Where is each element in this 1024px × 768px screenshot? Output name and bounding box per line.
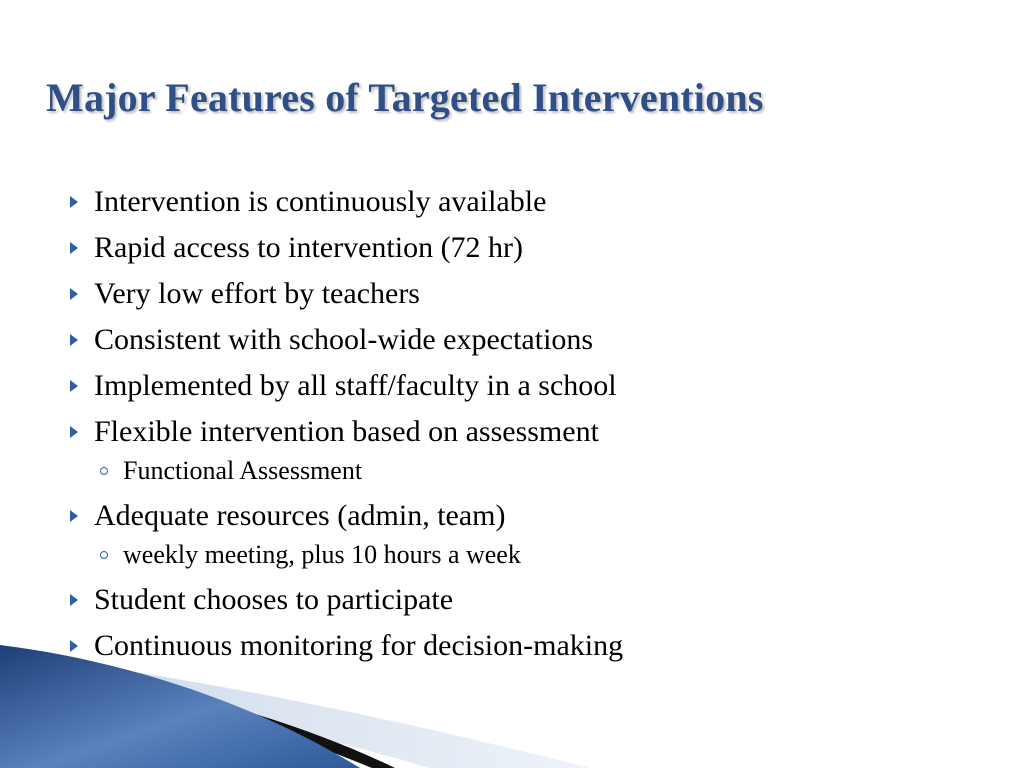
slide-title: Major Features of Targeted Interventions xyxy=(46,75,764,120)
bullet-text: Very low effort by teachers xyxy=(94,277,420,310)
bullet-text: Rapid access to intervention (72 hr) xyxy=(94,231,524,264)
bullet-text: Student chooses to participate xyxy=(94,583,454,616)
sub-bullet-text: Functional Assessment xyxy=(123,456,363,485)
bullet-text: Continuous monitoring for decision-making xyxy=(94,629,624,662)
bullet-text: Implemented by all staff/faculty in a school xyxy=(94,369,617,402)
bullet-text: Consistent with school-wide expectations xyxy=(94,323,594,356)
bullet-text: Adequate resources (admin, team) xyxy=(94,499,506,532)
bullet-text: Flexible intervention based on assessment xyxy=(94,415,599,448)
sub-bullet-text: weekly meeting, plus 10 hours a week xyxy=(123,540,521,569)
bullet-text: Intervention is continuously available xyxy=(94,185,547,218)
